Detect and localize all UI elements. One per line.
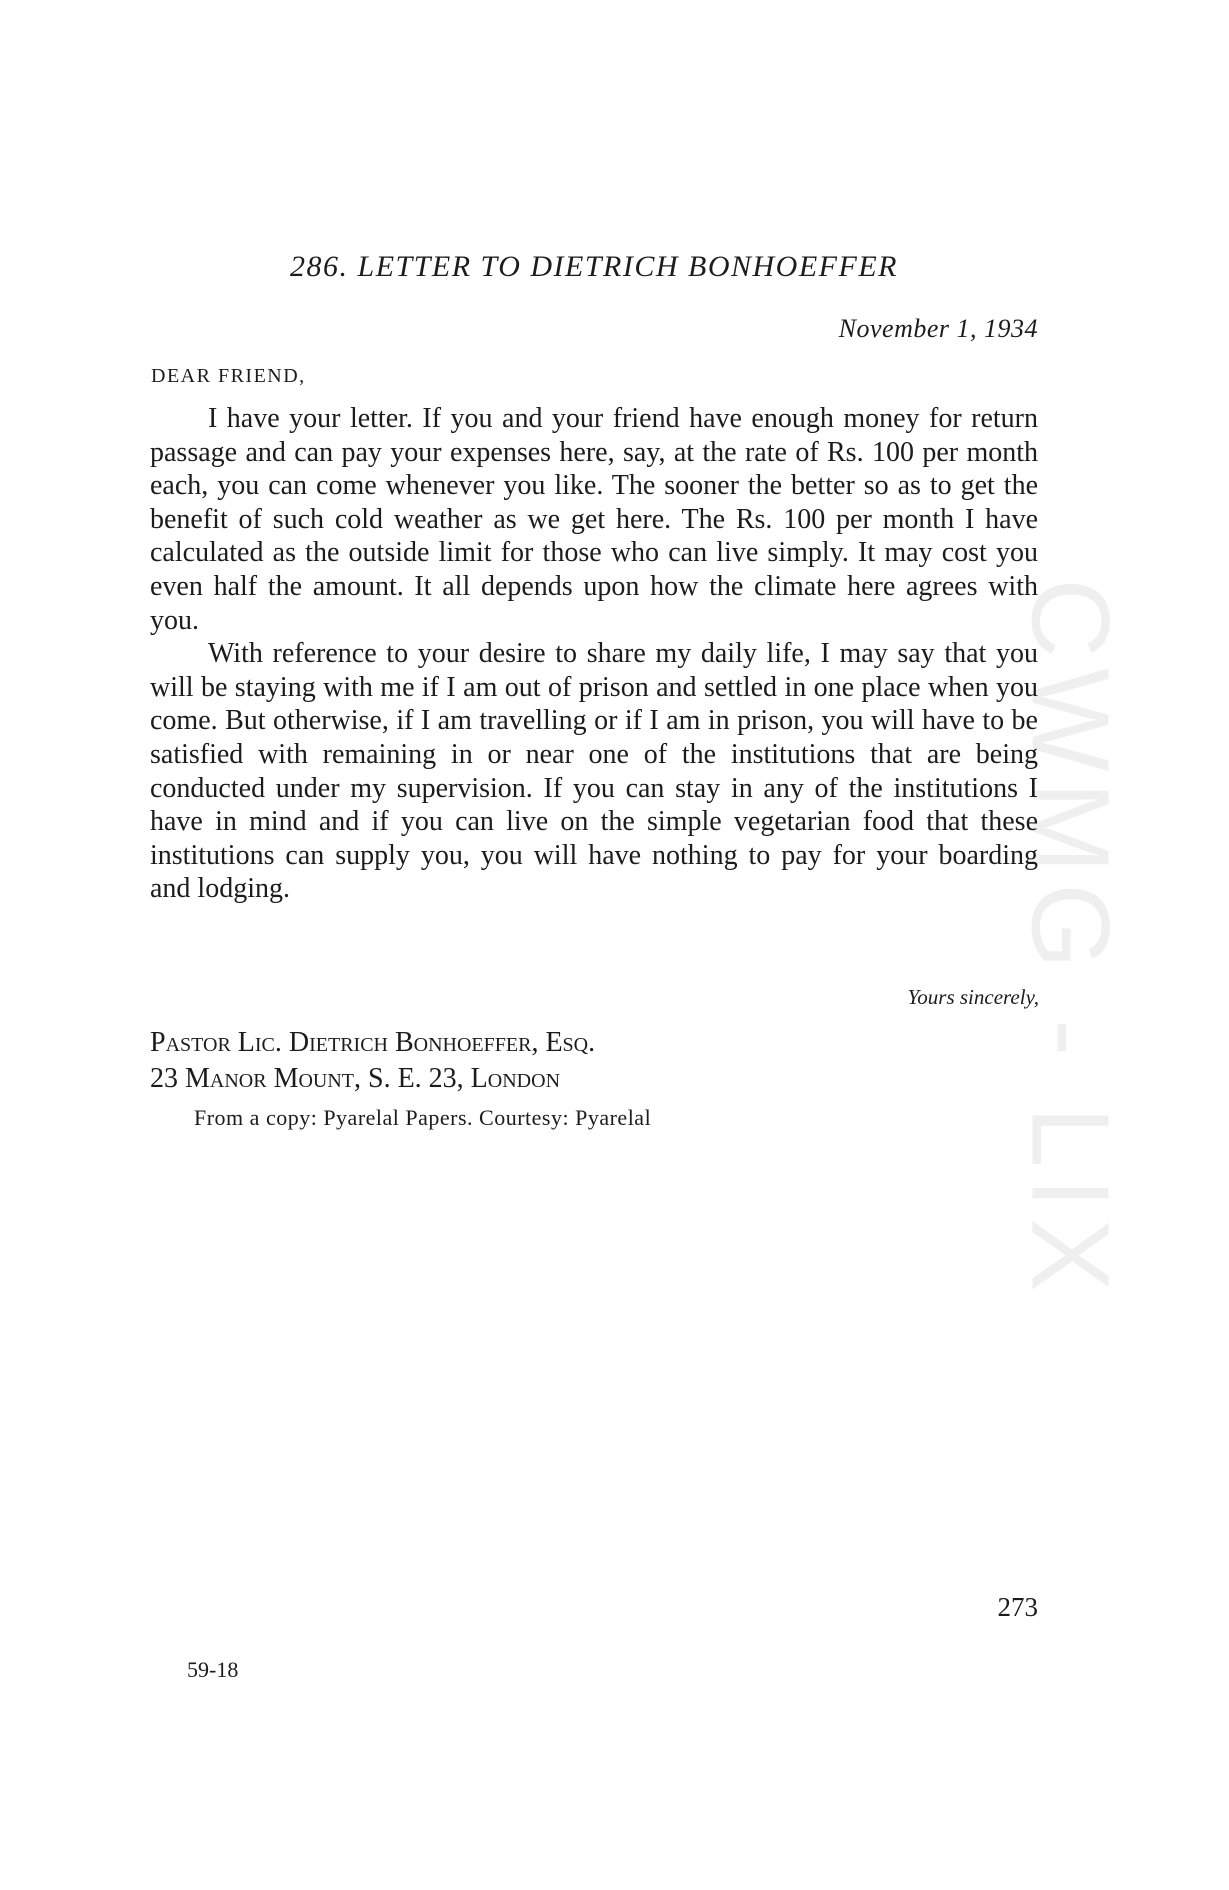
watermark: CWMG - LIX (1008, 578, 1132, 1302)
body-paragraph: I have your letter. If you and your friend have enough money for return passage and can pay your expenses here, say, at the rate of Rs. 100 per month each, you can come whenever you like. The sooner the better so as to get the benefit of such cold weather as we get here. The Rs. 100 per month I have calculated as the outside limit for those who can live simply. It may cost you even half the amount. It all depends upon how the climate here agrees with you. (150, 403, 1038, 636)
source-note: From a copy: Pyarelal Papers. Courtesy: Pyarelal (194, 1105, 652, 1130)
salutation: DEAR FRIEND, (151, 365, 306, 387)
address-line: Pastor Lic. Dietrich Bonhoeffer, Esq. (150, 1027, 596, 1058)
body-paragraph: With reference to your desire to share my daily life, I may say that you will be staying with me if I am out of prison and settled in one place when you come. But otherwise, if I am travelling or if I am in prison, you will have to be satisfied with remaining in or near one of the institutions that are being conducted under my supervision. If you can stay in any of the institutions I have in mind and if you can live on the simple vegetarian food that these institutions can supply you, you will have nothing to pay for your boarding and lodging. (150, 638, 1038, 905)
closing: Yours sincerely, (907, 985, 1039, 1009)
page-number: 273 (997, 1592, 1038, 1622)
printer-signature-mark: 59-18 (187, 1657, 239, 1682)
letter-date: November 1, 1934 (838, 314, 1038, 343)
letter-body (150, 402, 1038, 906)
letter-heading: 286. LETTER TO DIETRICH BONHOEFFER (290, 250, 898, 283)
address-line: 23 Manor Mount, S. E. 23, London (150, 1063, 561, 1094)
recipient-address (150, 1025, 595, 1097)
